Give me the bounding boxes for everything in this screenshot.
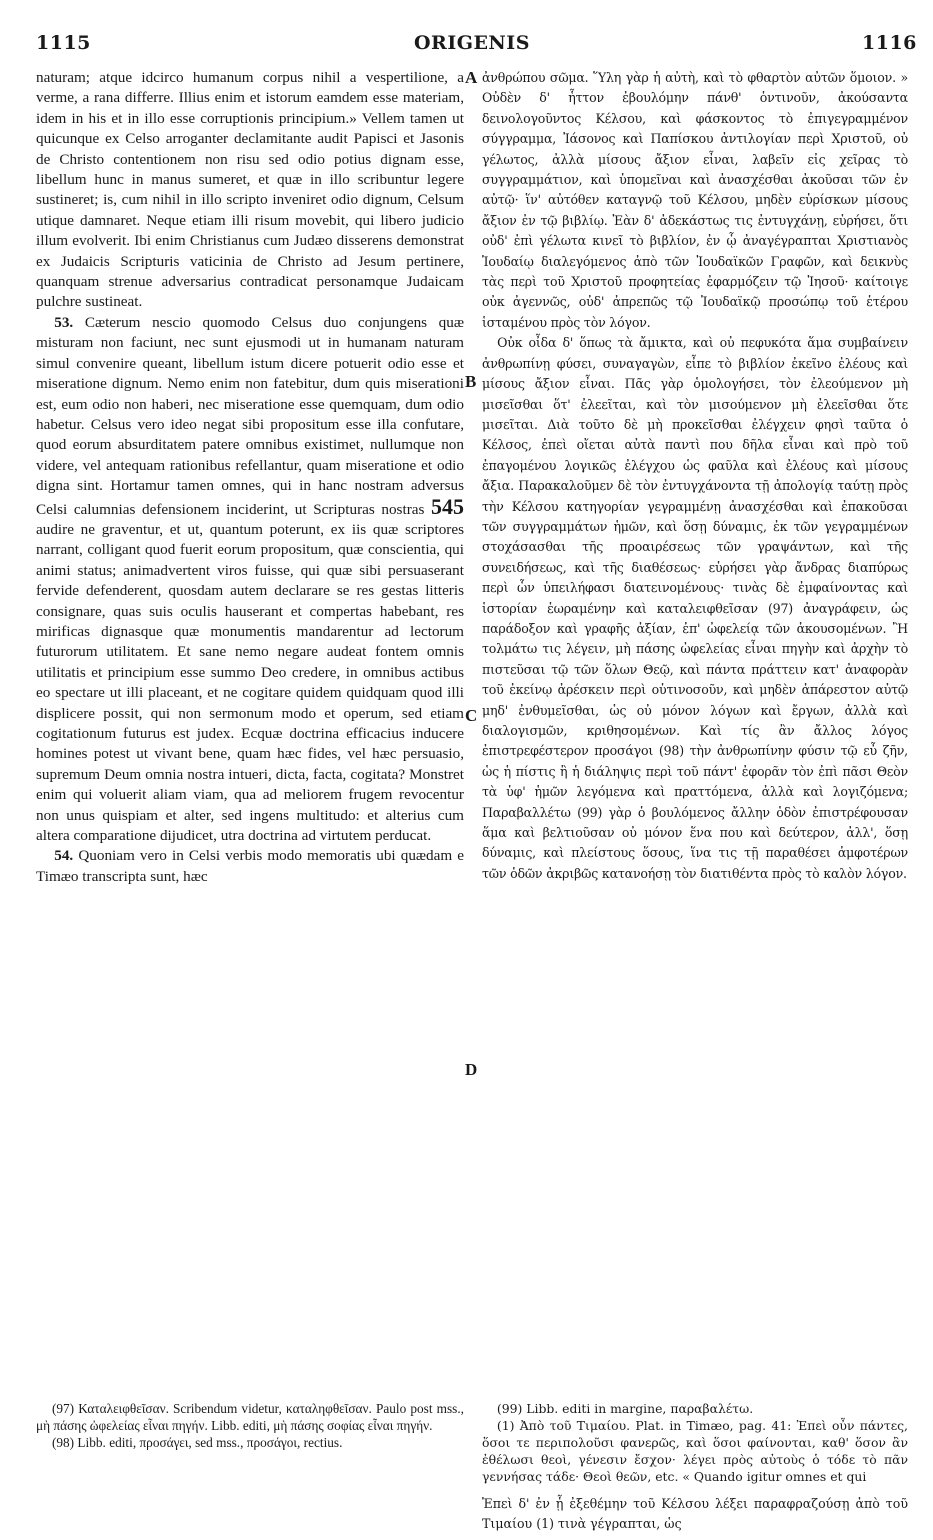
greek-paragraph: Οὐκ οἶδα δ' ὅπως τὰ ἄμικτα, καὶ οὐ πεφυκότα ἅμα συμβαίνειν ἀνθρωπίνῃ φύσει, συναγαγὼν, εἶπε τὸ βιβλίον ἐκεῖνο ἐλέους καὶ μίσους ἄξιον εἶναι. Πᾶς γὰρ ὁμολογήσει, τὸν ἐλεούμενον μὴ μισεῖσθαι ὅτ' ἐλεεῖται, καὶ τὸν μισούμενον μὴ ἐλεεῖσθαι ὅτε μισεῖται. Διὰ τοῦτο δὲ μὴ προκεῖσθαι ἐλέγχειν φησὶ ταῦτα ὁ Κέλσος, ἐπεὶ οἴεται αὐτὰ παντὶ που δῆλα εἶναι καὶ πρὸ τοῦ ἐπαγομένου λογικῶς ἐλέγχου ὡς φαῦλα καὶ ἐλέους καὶ μίσους ἄξια. Παρακαλοῦμεν δὲ τὸν ἐντυγχάνοντα τῇ ἀπολογίᾳ ταύτῃ πρὸς τὴν Κέλσου κατηγορίαν γεγραμμένῃ ἀνασχέσθαι καὶ ἐπακοῦσαι τῶν συγγραμμάτων ἡμῶν, καὶ ὅσῃ δύναμις, ἐκ τῶν γεγραμμένων στοχάσασθαι τῆς προαιρέσεως τῶν γραψάντων, καὶ τῆς συνειδήσεως, καὶ τῆς διαθέσεως· εὑρήσει γὰρ ἄνδρας διαπύρως περὶ ὧν ὑπειλήφασι διατεινομένους· τινὰς δὲ ἐμφαίνοντας καὶ ἱστορίαν ἑωραμένην καὶ καταλειφθεῖσαν (97) ἀναγράφειν, ὡς παράδοξον καὶ γραφῆς ἀξίαν, ἐπ' ὠφελείᾳ τῶν ἀκουσομένων. Ἢ τολμάτω τις λέγειν, μὴ πάσης ὠφελείας εἶναι πηγὴν καὶ ἀρχὴν τὸ πιστεῦσαι τῷ τῶν ὅλων Θεῷ, καὶ πάντα πράττειν κατ' ἀναφορὰν τοῦ ἐκείνῳ ἀρέσκειν περὶ οὑτινοσοῦν, καὶ μηδὲν ἀπάρεστον αὐτῷ μηδ' ἐνθυμεῖσθαι, ὡς οὐ μόνον λόγων καὶ ἔργων, ἀλλὰ καὶ διαλογισμῶν, κριθησομένων. Καὶ τίς ἂν ἄλλος λόγος ἐπιστρεφέστερον προσάγοι (98) τὴν ἀνθρωπίνην φύσιν τῷ εὖ ζῆν, ὡς ἡ πίστις ἢ ἡ διάληψις περὶ τοῦ πάντ' ἐφορᾶν τὸν ἐπὶ πᾶσι Θεὸν τὰ ὑφ' ἡμῶν λεγόμενα καὶ πραττόμενα, ἀλλὰ καὶ λογιζόμενα; Παραβαλλέτω (99) γὰρ ὁ βουλόμενος ἄλλην ὁδὸν ἐπιστρέφουσαν ἅμα καὶ βελτιοῦσαν οὐ μόνον ἕνα που καὶ δεύτερον, ἀλλ', ὅσῃ δύναμις, καὶ πλείστους ὅσους, ἵνα τις τῇ παραθέσει ἀμφοτέρων τῶν ὁδῶν ἀκριβῶς κατανοήσῃ τὸν διατιθέντα πρὸς τὸ καλὸν λόγον. — [482, 335, 908, 881]
margin-letter-c: C — [465, 706, 478, 725]
latin-paragraph: naturam; atque idcirco humanum corpus nihil a vespertilione, a verme, a rana differre. Illius enim et istorum eamdem esse materiam, idem in his et in illo esse corruptionis principium.» Vellem tamen ut quicunque ex Celso arroganter declamitante audit Papisci et Jasonis de Christo contentionem non risu sed odio potius dignam esse, libellum hunc in manus sumeret, et quæ in illo scribuntur legere sustineret; is, cum nihil in illo scripto inveniret odio dignum, Celsum utique damnaret. Neque etiam illi risum movebit, qui libero judicio illum evolverit. Ibi enim Christianus cum Judæo disserens demonstrat ex Judaicis Scripturis vaticinia de Christo ad Jesum pertinere, quanquam strenue adversarius contradicat personamque Judaicam pulchre sustineat. — [36, 69, 464, 311]
latin-text: Cæterum nescio quomodo Celsus duo conjungens quæ misturam non faciunt, nec sunt ejusmodi ut in humanam naturam simul convenire queant, libellum istum dicere potuerit odio esse et miseratione dignum. Nemo enim non fatebitur, dum quis miserationi est, eum odio non haberi, nec miseratione esse quemquam, dum odio habetur. Celsus vero ideo negat sibi propositum esse illa confutare, quod eorum absurditatem patere omnibus existimet, nullumque non videre, vel antequam rationibus refellantur, quam miseratione et odio digna sint. Hortamur tamen omnes, qui in hanc nostram adversus Celsi calumnias defensionem inciderint, ut Scripturas nostras — [36, 313, 464, 518]
greek-paragraph-continuation: Ἐπεὶ δ' ἐν ᾗ ἐξεθέμην τοῦ Κέλσου λέξει παραφραζούσῃ ἀπὸ τοῦ Τιμαίου (1) τινὰ γέγραπται, ὡς — [482, 1496, 908, 1532]
footnote: (97) Καταλειφθεῖσαν. Scribendum videtur, καταληφθεῖσαν. Paulo post mss., μὴ πάσης ὠφελείας εἶναι πηγήν. Libb. editi, μὴ πάσης σοφίας εἶναι πηγήν. — [36, 1401, 464, 1433]
left-page-number: 1115 — [36, 32, 91, 54]
column-marker: 545 — [431, 493, 465, 519]
latin-paragraph-53 — [36, 313, 464, 847]
greek-column — [482, 68, 908, 884]
footnotes-right — [482, 1400, 908, 1485]
margin-letter-b: B — [465, 372, 477, 391]
latin-text: Quoniam vero in Celsi verbis modo memoratis ubi quædam e Timæo transcripta sunt, hæc — [36, 847, 465, 885]
latin-text: audire ne graventur, et ut, quantum poterunt, ex iis quæ scriptores narrant, colligant quod fuerit eorum propositum, quæ conscientia, qui animi status; animadvertent viros fuisse, qui quæ sibi persuaserant fervide defenderent, quosdam autem declarare se res gestas litteris consignare, quas suis oculis hauserant et compertas habebant, res mirificas dignasque quæ monumentis mandarentur ad lectorum futurorum utilitatem. Et sane nemo negare audeat fontem omnis utilitatis et principium esse summo Deo credere, in omnibus actibus eo spectare ut illi placeant, et ne cogitare quidem quidquam quod illi displicere possit, qui non sermonum modo et operum, sed etiam cogitationum futurus est judex. Ecquæ doctrina efficacius inducere homines potest ut vivant bene, quam hæc fides, vel hæc persuasio, supremum Deum omnia nostra intueri, dicta, facta, cogitata? Monstret enim qui voluerit aliam viam, qua ad meliorem frugem revocentur non unus quispiam et alter, sed ingens multitudo: et alterius cum altera comparatione dijudicet, utra doctrina ad virtutem perducat. — [36, 520, 464, 845]
running-title: ORIGENIS — [414, 32, 530, 54]
footnote: (99) Libb. editi in margine, παραβαλέτω. — [496, 1401, 754, 1416]
latin-paragraph-54 — [36, 846, 464, 887]
margin-letter-a: A — [465, 68, 478, 87]
greek-paragraph: ἀνθρώπου σῶμα. Ὕλη γὰρ ἡ αὐτὴ, καὶ τὸ φθαρτὸν αὐτῶν ὅμοιον. » Οὐδὲν δ' ἧττον ἐβουλόμην πάνθ' ὁντινοῦν, ἀκούσαντα δεινολογοῦντος Κέλσου, καὶ φάσκοντος τὸ ἐπιγεγραμμένον σύγγραμμα, Ἰάσονος καὶ Παπίσκου ἀντιλογίαν περὶ Χριστοῦ, οὐ γέλωτος, ἀλλὰ μίσους ἄξιον εἶναι, λαβεῖν εἰς χεῖρας τὸ συγγραμμάτιον, καὶ ὑπομεῖναι καὶ ἀνασχέσθαι ἀκοῦσαι τῶν ἐν αὐτῷ· ἵν' αὐτόθεν καταγνῷ τοῦ Κέλσου, μηδὲν εὑρίσκων μίσους ἄξιον ἐν τῷ βιβλίῳ. Ἐὰν δ' ἀδεκάστως τις ἐντυγχάνῃ, εὑρήσει, ὅτι οὐδ' ἐπὶ γέλωτα κινεῖ τὸ βιβλίον, ἐν ᾧ ἀναγέγραπται Χριστιανὸς Ἰουδαίῳ διαλεγόμενος ἀπὸ τῶν Ἰουδαϊκῶν Γραφῶν, καὶ δεικνὺς τὰς περὶ τοῦ Χριστοῦ προφητείας ἐφαρμόζειν τῷ Ἰησοῦ· καίτοιγε οὐκ ἀγεννῶς, οὐδ' ἀπρεπῶς τῷ Ἰουδαϊκῷ προσώπῳ τοῦ ἑτέρου ἱσταμένου πρὸς τὸν λόγον. — [482, 70, 908, 330]
margin-letter-d: D — [465, 1060, 478, 1079]
latin-column — [36, 68, 464, 887]
footnotes-left — [36, 1400, 464, 1451]
right-page-number: 1116 — [862, 32, 917, 54]
footnote: (98) Libb. editi, προσάγει, sed mss., προσάγοι, rectius. — [51, 1435, 343, 1450]
section-number: 54. — [54, 847, 74, 865]
section-number: 53. — [54, 313, 74, 331]
footnote: (1) Ἀπὸ τοῦ Τιμαίου. Plat. in Timæo, pag. 41: Ἐπεὶ οὖν πάντες, ὅσοι τε περιπολοῦσι φανερῶς, καὶ ὅσοι φαίνονται, καθ' ὅσον ἂν ἐθέλωσι θεοὶ, γένεσιν ἔσχον· λέγει πρὸς αὐτοὺς ὁ τόδε τὸ πᾶν γεννήσας τάδε· Θεοὶ θεῶν, etc. « Quando igitur omnes et qui — [482, 1418, 908, 1484]
